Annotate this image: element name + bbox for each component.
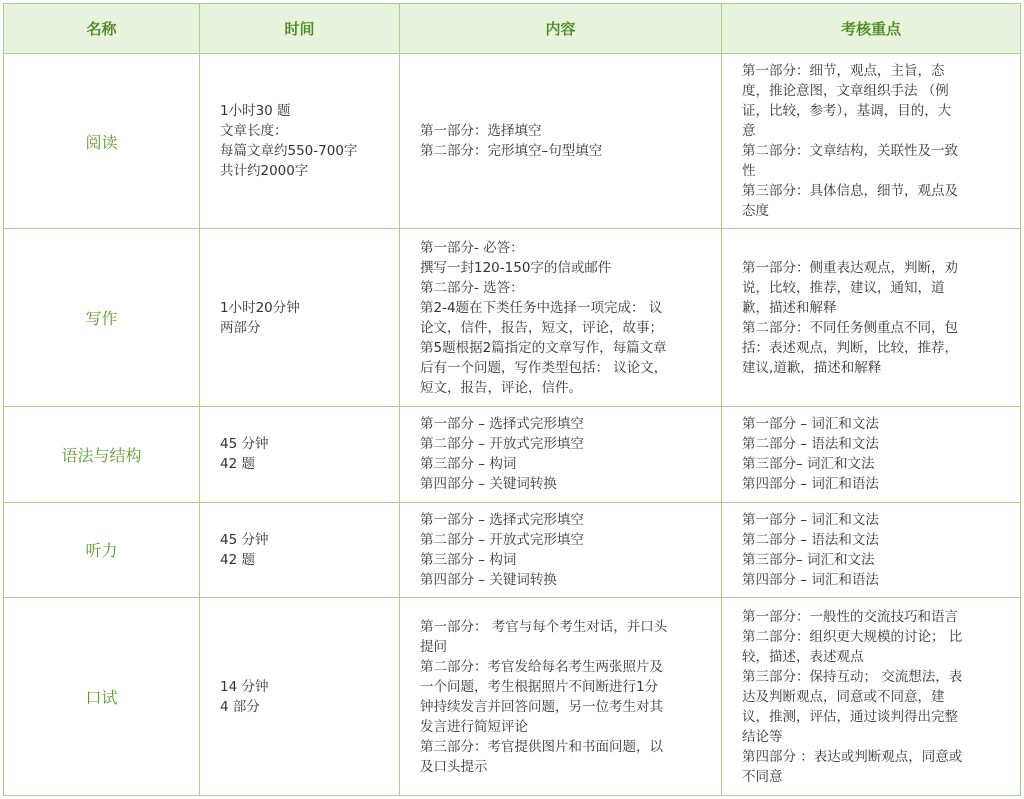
text-line: 第一部分 – 词汇和文法 (742, 416, 879, 433)
text-line: 第2-4题在下类任务中选择一项完成： 议 (420, 299, 663, 316)
text-line: 第四部分 – 关键词转换 (420, 571, 557, 588)
text-line: 第三部分– 词汇和文法 (742, 456, 875, 473)
header-name: 名称 (4, 4, 200, 54)
row-content (400, 54, 722, 229)
text-line: 第四部分 – 词汇和语法 (742, 476, 879, 493)
text-line: 第一部分：选择填空 (420, 123, 542, 140)
text-line: 第一部分：细节，观点，主旨，态 (742, 63, 945, 80)
text-line: 较，描述，表述观点 (742, 648, 864, 665)
text-line: 提问 (420, 638, 447, 655)
text-line: 第三部分 – 构词 (420, 551, 517, 568)
table-row (4, 598, 1021, 796)
text-line: 两部分 (220, 319, 261, 336)
row-content (400, 229, 722, 406)
text-line: 第一部分 – 选择式完形填空 (420, 511, 584, 528)
text-line: 第二部分 – 开放式完形填空 (420, 531, 584, 548)
row-focus (722, 598, 1021, 796)
text-line: 42 题 (220, 551, 255, 568)
text-line: 14 分钟 (220, 678, 269, 695)
text-line: 第5题根据2篇指定的文章写作，每篇文章 (420, 339, 667, 356)
text-line: 文章长度： (220, 123, 288, 140)
text-line: 第一部分 – 选择式完形填空 (420, 416, 584, 433)
row-name: 语法与结构 (4, 406, 200, 502)
text-line: 度，推论意图，文章组织手法 （例 (742, 83, 949, 100)
text-line: 不同意 (742, 768, 783, 785)
text-line: 建议,道歉，描述和解释 (742, 359, 882, 376)
row-name: 听力 (4, 502, 200, 598)
row-focus (722, 54, 1021, 229)
row-focus (722, 229, 1021, 406)
text-line: 第二部分：文章结构，关联性及一致 (742, 143, 958, 160)
text-line: 议，推测，评估，通过谈判得出完整 (742, 708, 958, 725)
text-line: 第二部分 – 语法和文法 (742, 436, 879, 453)
text-line: 第三部分– 词汇和文法 (742, 551, 875, 568)
row-time (200, 406, 400, 502)
header-focus: 考核重点 (722, 4, 1021, 54)
text-line: 42 题 (220, 456, 255, 473)
text-line: 第三部分：保持互动； 交流想法，表 (742, 668, 963, 685)
text-line: 发言进行简短评论 (420, 718, 528, 735)
text-line: 共计约2000字 (220, 163, 309, 180)
row-name: 口试 (4, 598, 200, 796)
header-time: 时间 (200, 4, 400, 54)
text-line: 证，比较，参考），基调，目的，大 (742, 103, 952, 120)
text-line: 第一部分： 考官与每个考生对话，并口头 (420, 618, 668, 635)
row-content (400, 598, 722, 796)
text-line: 第二部分：考官发给每名考生两张照片及 (420, 658, 663, 675)
text-line: 第三部分：具体信息，细节，观点及 (742, 183, 958, 200)
text-line: 及口头提示 (420, 758, 488, 775)
text-line: 性 (742, 163, 756, 180)
table-row (4, 54, 1021, 229)
text-line: 第二部分：组织更大规模的讨论； 比 (742, 628, 963, 645)
text-line: 短文，报告，评论，信件。 (420, 379, 582, 396)
exam-overview-table (3, 3, 1021, 796)
header-row (4, 4, 1021, 54)
row-time (200, 598, 400, 796)
text-line: 第四部分 – 关键词转换 (420, 476, 557, 493)
text-line: 第一部分：一般性的交流技巧和语言 (742, 608, 958, 625)
text-line: 第二部分- 选答： (420, 279, 524, 296)
table-row (4, 406, 1021, 502)
text-line: 第一部分- 必答： (420, 239, 524, 256)
text-line: 第二部分：不同任务侧重点不同，包 (742, 319, 958, 336)
text-line: 后有一个问题，写作类型包括： 议论文， (420, 359, 668, 376)
row-time (200, 229, 400, 406)
row-name: 阅读 (4, 54, 200, 229)
text-line: 意 (742, 123, 756, 140)
text-line: 45 分钟 (220, 436, 269, 453)
text-line: 括：表述观点，判断，比较，推荐， (742, 339, 958, 356)
text-line: 1小时20分钟 (220, 299, 300, 316)
text-line: 第四部分 ：表达或判断观点，同意或 (742, 748, 963, 765)
text-line: 撰写一封120-150字的信或邮件 (420, 259, 612, 276)
row-content (400, 406, 722, 502)
text-line: 1小时30 题 (220, 103, 291, 120)
row-time (200, 502, 400, 598)
text-line: 第二部分 – 开放式完形填空 (420, 436, 584, 453)
text-line: 第二部分 – 语法和文法 (742, 531, 879, 548)
text-line: 第二部分：完形填空–句型填空 (420, 143, 603, 160)
header-content: 内容 (400, 4, 722, 54)
text-line: 45 分钟 (220, 531, 269, 548)
table-row (4, 229, 1021, 406)
text-line: 第一部分：侧重表达观点，判断，劝 (742, 259, 958, 276)
text-line: 结论等 (742, 728, 783, 745)
text-line: 第三部分：考官提供图片和书面问题，以 (420, 738, 663, 755)
text-line: 歉，描述和解释 (742, 299, 837, 316)
row-focus (722, 502, 1021, 598)
row-content (400, 502, 722, 598)
text-line: 第三部分 – 构词 (420, 456, 517, 473)
text-line: 第四部分 – 词汇和语法 (742, 571, 879, 588)
text-line: 每篇文章约550-700字 (220, 143, 358, 160)
text-line: 达及判断观点，同意或不同意，建 (742, 688, 945, 705)
text-line: 论文，信件，报告，短文，评论，故事； (420, 319, 663, 336)
row-focus (722, 406, 1021, 502)
row-name: 写作 (4, 229, 200, 406)
text-line: 第一部分 – 词汇和文法 (742, 511, 879, 528)
table-row (4, 502, 1021, 598)
row-time (200, 54, 400, 229)
text-line: 4 部分 (220, 698, 260, 715)
text-line: 态度 (742, 203, 769, 220)
text-line: 说，比较，推荐，建议，通知，道 (742, 279, 945, 296)
text-line: 钟持续发言并回答问题，另一位考生对其 (420, 698, 663, 715)
text-line: 一个问题，考生根据照片不间断进行1分 (420, 678, 659, 695)
